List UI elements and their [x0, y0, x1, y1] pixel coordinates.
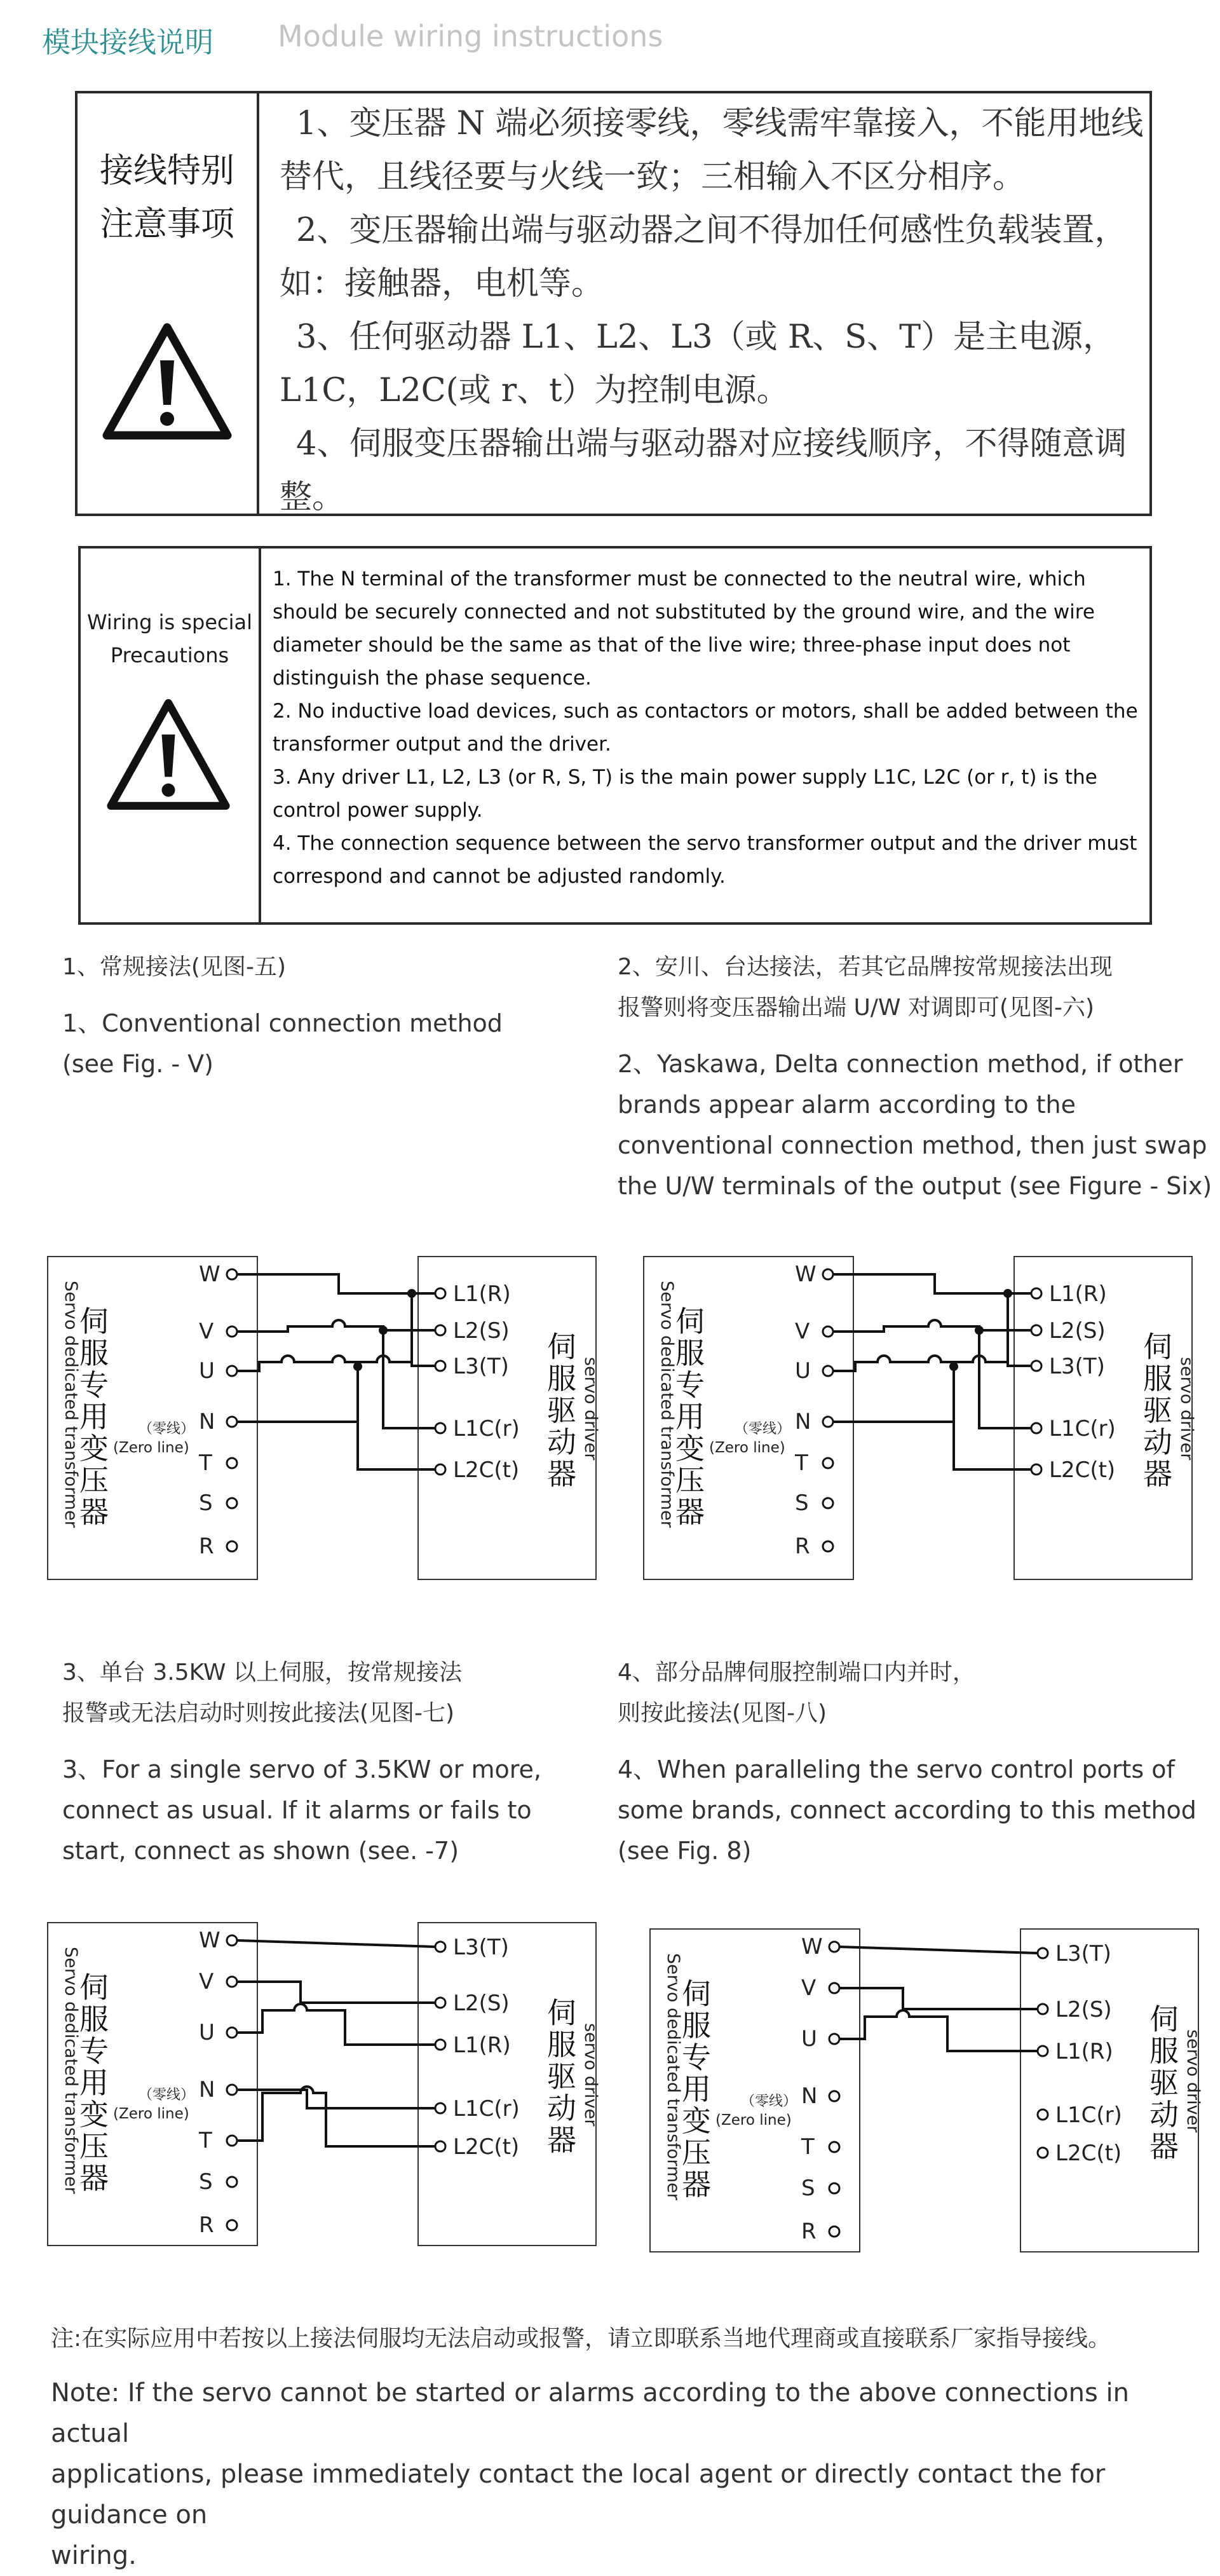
- driver-label-cn: 伺: [547, 1330, 576, 1364]
- terminal-dot: [435, 1998, 445, 2008]
- driver-label-cn: 器: [1149, 2129, 1179, 2164]
- driver-label-cn: 伺: [547, 1996, 576, 2030]
- driver-terminal: L1(R): [453, 1281, 511, 1307]
- transformer-label-cn: 专: [79, 1368, 109, 1402]
- terminal-dot: [227, 1977, 237, 1987]
- wiring-diagram-1: [46, 1255, 606, 1589]
- transformer-label-cn: 专: [675, 1368, 705, 1402]
- wiring-svg: [642, 1255, 1202, 1586]
- wire: [237, 1356, 435, 1371]
- transformer-terminal-r: R: [795, 1534, 810, 1559]
- transformer-label-cn: 器: [675, 1495, 705, 1529]
- transformer-label-en: Servo dedicated transformer: [663, 1953, 683, 2200]
- section-title-cn: 模块接线说明: [42, 25, 214, 59]
- precaution-item: 2、变压器输出端与驱动器之间不得加任何感性负载装置，如：接触器，电机等。: [280, 212, 1127, 303]
- method-1-caption: 1、常规接法(见图-五) 1、Conventional connection method (see Fig. - V): [62, 954, 503, 1078]
- transformer-terminal-u: U: [795, 1358, 811, 1384]
- wire: [979, 1330, 1031, 1428]
- wire: [833, 1356, 1031, 1371]
- transformer-label-cn: 器: [79, 2161, 109, 2195]
- transformer-terminal-v: V: [795, 1319, 810, 1344]
- transformer-terminal-w: W: [795, 1262, 817, 1287]
- wiring-svg: [46, 1255, 606, 1586]
- transformer-label-cn: 器: [682, 2167, 711, 2202]
- driver-terminal: L1C(r): [1055, 2102, 1122, 2128]
- wire: [237, 1274, 435, 1293]
- wire: [839, 2010, 1038, 2051]
- section-title-en: Module wiring instructions: [278, 19, 663, 53]
- junction-dot: [407, 1289, 416, 1298]
- transformer-label-cn: 伺: [79, 1970, 109, 2005]
- note-cn: 注:在实际应用中若按以上接法伺服均无法启动或报警，请立即联系当地代理商或直接联系厂家指导接线。: [51, 2326, 1111, 2352]
- terminal-dot: [823, 1326, 833, 1337]
- precautions-table-cn: [75, 91, 1152, 516]
- transformer-terminal-u: U: [199, 2020, 215, 2045]
- terminal-dot: [1038, 2004, 1048, 2014]
- terminal-dot: [829, 2183, 839, 2193]
- terminal-dot: [435, 1423, 445, 1433]
- transformer-terminal-n: N: [199, 1409, 215, 1435]
- transformer-label-cn: 专: [682, 2040, 711, 2075]
- driver-label-cn: 器: [547, 2123, 576, 2157]
- transformer-terminal-u: U: [199, 1358, 215, 1384]
- terminal-dot: [1031, 1288, 1041, 1298]
- zero-line-label-cn: （零线）: [741, 2094, 797, 2109]
- transformer-terminal-r: R: [199, 2212, 214, 2238]
- transformer-terminal-v: V: [199, 1319, 214, 1344]
- terminal-dot: [1038, 2046, 1048, 2056]
- driver-label-cn: 动: [1149, 2097, 1179, 2132]
- driver-label-cn: 服: [1143, 1361, 1172, 1396]
- transformer-terminal-w: W: [199, 1928, 220, 1953]
- wiring-diagram-3: [46, 1921, 606, 2255]
- precaution-item: 3、任何驱动器 L1、L2、L3（或 R、S、T）是主电源，L1C，L2C(或 r、t）为控制电源。: [280, 318, 1116, 409]
- transformer-terminal-r: R: [801, 2219, 817, 2244]
- transformer-terminal-s: S: [199, 1490, 213, 1516]
- precautions-list-cn: [280, 97, 1144, 524]
- driver-terminal: L1C(r): [453, 1416, 520, 1441]
- terminal-dot: [829, 2091, 839, 2101]
- precaution-item: 1、变压器 N 端必须接零线，零线需牢靠接入，不能用地线替代，且线径要与火线一致；三相输入不区分相序。: [280, 105, 1144, 196]
- precautions-heading-en: Wiring is special Precautions: [86, 610, 253, 667]
- transformer-terminal-u: U: [801, 2026, 817, 2052]
- terminal-dot: [823, 1498, 833, 1508]
- transformer-terminal-s: S: [795, 1490, 809, 1516]
- terminal-dot: [227, 2027, 237, 2038]
- driver-label-cn: 服: [547, 2027, 576, 2062]
- terminal-dot: [823, 1458, 833, 1468]
- terminal-dot: [1031, 1423, 1041, 1433]
- terminal-dot: [227, 1498, 237, 1508]
- driver-label-cn: 动: [547, 2091, 576, 2125]
- driver-label-cn: 动: [1143, 1425, 1172, 1459]
- transformer-terminal-v: V: [199, 1969, 214, 1994]
- terminal-dot: [829, 1942, 839, 1952]
- driver-label-cn: 器: [1143, 1457, 1172, 1491]
- transformer-label-cn: 压: [79, 1463, 109, 1497]
- transformer-terminal-w: W: [801, 1934, 823, 1959]
- transformer-terminal-n: N: [801, 2083, 818, 2109]
- terminal-dot: [227, 2177, 237, 2187]
- transformer-label-cn: 伺: [675, 1304, 705, 1339]
- terminal-dot: [227, 2220, 237, 2230]
- terminal-dot: [829, 2226, 839, 2237]
- terminal-dot: [435, 1325, 445, 1335]
- transformer-label-en: Servo dedicated transformer: [61, 1281, 81, 1528]
- transformer-label-en: Servo dedicated transformer: [657, 1281, 677, 1528]
- terminal-dot: [227, 1541, 237, 1551]
- transformer-terminal-t: T: [801, 2134, 815, 2160]
- driver-label-cn: 驱: [1143, 1393, 1172, 1428]
- terminal-dot: [435, 1288, 445, 1298]
- driver-terminal: L1C(r): [1049, 1416, 1116, 1441]
- terminal-dot: [435, 1942, 445, 1952]
- warning-icon: [106, 697, 231, 812]
- terminal-dot: [227, 2085, 237, 2095]
- wire: [237, 1320, 435, 1332]
- driver-terminal: L2C(t): [1055, 2141, 1122, 2166]
- wire: [833, 1274, 1031, 1293]
- driver-label-cn: 驱: [547, 1393, 576, 1428]
- zero-line-label-en: (Zero line): [113, 1440, 189, 1456]
- transformer-label-cn: 服: [682, 2008, 711, 2043]
- terminal-dot: [227, 1458, 237, 1468]
- transformer-label-cn: 用: [79, 2066, 109, 2100]
- driver-terminal: L2C(t): [453, 1457, 520, 1483]
- terminal-dot: [1031, 1361, 1041, 1371]
- terminal-dot: [435, 2103, 445, 2113]
- driver-terminal: L2C(t): [1049, 1457, 1116, 1483]
- wire: [237, 1940, 435, 1947]
- wiring-diagram-4: [649, 1928, 1208, 2261]
- transformer-label-cn: 服: [79, 2002, 109, 2036]
- zero-line-label-en: (Zero line): [715, 2112, 792, 2129]
- wiring-svg: [46, 1921, 606, 2252]
- terminal-dot: [1038, 2109, 1048, 2120]
- driver-label-cn: 驱: [547, 2059, 576, 2094]
- driver-label-cn: 伺: [1143, 1330, 1172, 1364]
- driver-terminal: L1(R): [1049, 1281, 1107, 1307]
- transformer-label-cn: 变: [675, 1431, 705, 1466]
- transformer-terminal-t: T: [199, 2128, 212, 2153]
- terminal-dot: [829, 2142, 839, 2152]
- terminal-dot: [227, 1935, 237, 1946]
- precautions-heading-cn: 接线特别 注意事项: [100, 151, 234, 243]
- transformer-terminal-s: S: [801, 2176, 815, 2201]
- transformer-label-cn: 专: [79, 2034, 109, 2068]
- terminal-dot: [435, 1464, 445, 1475]
- terminal-dot: [1038, 1948, 1048, 1958]
- driver-terminal: L2C(t): [453, 2134, 520, 2160]
- transformer-terminal-n: N: [795, 1409, 811, 1435]
- zero-line-label-cn: （零线）: [735, 1421, 791, 1437]
- driver-terminal: L3(T): [1055, 1941, 1111, 1966]
- terminal-dot: [435, 2040, 445, 2050]
- transformer-label-en: Servo dedicated transformer: [61, 1947, 81, 2194]
- precaution-item: 4、伺服变压器输出端与驱动器对应接线顺序，不得随意调整。: [280, 425, 1127, 516]
- driver-terminal: L3(T): [453, 1935, 509, 1960]
- driver-label-cn: 伺: [1149, 2002, 1179, 2036]
- transformer-label-cn: 压: [682, 2136, 711, 2170]
- driver-terminal: L2(S): [453, 1991, 510, 2016]
- terminal-dot: [1038, 2148, 1048, 2158]
- driver-label-cn: 动: [547, 1425, 576, 1459]
- terminal-dot: [227, 1366, 237, 1376]
- transformer-label-cn: 伺: [682, 1977, 711, 2011]
- driver-label-en: servo driver: [1177, 1357, 1196, 1461]
- driver-terminal: L3(T): [453, 1354, 509, 1379]
- transformer-label-cn: 压: [79, 2129, 109, 2164]
- wire: [237, 2087, 435, 2146]
- wire: [237, 2004, 435, 2045]
- junction-dot: [975, 1326, 984, 1335]
- precautions-list-en: [273, 562, 1144, 893]
- precaution-item: 2. No inductive load devices, such as contactors or motors, shall be added between the transformer output and the driver.: [273, 700, 1138, 756]
- junction-dot: [1003, 1289, 1012, 1298]
- zero-line-label-en: (Zero line): [709, 1440, 785, 1456]
- transformer-label-cn: 用: [682, 2072, 711, 2106]
- junction-dot: [353, 1362, 362, 1371]
- wire: [839, 1947, 1038, 1953]
- terminal-dot: [823, 1269, 833, 1279]
- wiring-svg: [649, 1928, 1208, 2258]
- driver-label-cn: 驱: [1149, 2066, 1179, 2100]
- transformer-label-cn: 服: [675, 1336, 705, 1370]
- precaution-item: 3. Any driver L1, L2, L3 (or R, S, T) is the main power supply L1C, L2C (or r, t) is the control power supply.: [273, 766, 1097, 822]
- transformer-terminal-w: W: [199, 1262, 220, 1287]
- terminal-dot: [829, 1983, 839, 1993]
- driver-terminal: L2(S): [453, 1318, 510, 1344]
- transformer-terminal-t: T: [795, 1450, 808, 1476]
- wire: [833, 1366, 1031, 1469]
- transformer-terminal-v: V: [801, 1975, 817, 2001]
- terminal-dot: [227, 1326, 237, 1337]
- wire: [383, 1330, 435, 1428]
- transformer-terminal-t: T: [199, 1450, 212, 1476]
- method-2-caption: 2、安川、台达接法，若其它品牌按常规接法出现 报警则将变压器输出端 U/W 对调即可(见图-六) 2、Yaskawa, Delta connection method, if other brands appear alarm according to the conventional connection method, then just swap the U/W terminals of the output (see Figure - Six): [618, 954, 1212, 1200]
- terminal-dot: [1031, 1464, 1041, 1475]
- terminal-dot: [435, 2141, 445, 2151]
- driver-terminal: L1(R): [1055, 2039, 1113, 2064]
- terminal-dot: [1031, 1325, 1041, 1335]
- driver-label-cn: 器: [547, 1457, 576, 1491]
- terminal-dot: [829, 2034, 839, 2044]
- wire: [833, 1320, 1031, 1332]
- transformer-label-cn: 服: [79, 1336, 109, 1370]
- junction-dot: [379, 1326, 388, 1335]
- driver-terminal: L2(S): [1055, 1997, 1112, 2022]
- junction-dot: [949, 1362, 958, 1371]
- wire: [237, 1982, 435, 2003]
- terminal-dot: [227, 1417, 237, 1427]
- transformer-terminal-s: S: [199, 2169, 213, 2195]
- transformer-terminal-n: N: [199, 2077, 215, 2102]
- precaution-item: 1. The N terminal of the transformer must be connected to the neutral wire, which should be securely connected and not substituted by the ground wire, and the wire diameter should be the same as that of the live wire; three-phase input does not distinguish the phase sequence.: [273, 568, 1095, 690]
- driver-terminal: L1(R): [453, 2033, 511, 2058]
- zero-line-label-en: (Zero line): [113, 2106, 189, 2122]
- transformer-label-cn: 变: [79, 2097, 109, 2132]
- transformer-label-cn: 器: [79, 1495, 109, 1529]
- terminal-dot: [435, 1361, 445, 1371]
- transformer-label-cn: 用: [79, 1400, 109, 1434]
- method-4-caption: 4、部分品牌伺服控制端口内并时， 则按此接法(见图-八) 4、When paralleling the servo control ports of some brands, connect according to this method (see Fig. 8): [618, 1659, 1196, 1865]
- driver-terminal: L1C(r): [453, 2096, 520, 2122]
- transformer-label-cn: 伺: [79, 1304, 109, 1339]
- transformer-label-cn: 压: [675, 1463, 705, 1497]
- driver-label-en: servo driver: [1183, 2029, 1203, 2133]
- transformer-label-cn: 变: [79, 1431, 109, 1466]
- driver-label-en: servo driver: [581, 1357, 600, 1461]
- note-en: Note: If the servo cannot be started or alarms according to the above connections in actual applications, please immediately contact the local agent or directly contact the for guidance on wiring.: [51, 2378, 1129, 2570]
- transformer-terminal-r: R: [199, 1534, 214, 1559]
- driver-label-cn: 服: [547, 1361, 576, 1396]
- terminal-dot: [823, 1541, 833, 1551]
- warning-icon: [102, 322, 233, 440]
- driver-label-en: servo driver: [581, 2023, 600, 2127]
- wire: [839, 1988, 1038, 2009]
- method-3-caption: 3、单台 3.5KW 以上伺服，按常规接法 报警或无法启动时则按此接法(见图-七) 3、For a single servo of 3.5KW or more, connect as usual. If it alarms or fails to start, connect as shown (see. -7): [62, 1659, 542, 1865]
- precautions-table-en: [78, 546, 1152, 925]
- driver-label-cn: 服: [1149, 2034, 1179, 2068]
- terminal-dot: [823, 1366, 833, 1376]
- zero-line-label-cn: （零线）: [139, 2087, 195, 2103]
- wiring-diagram-2: [642, 1255, 1202, 1589]
- zero-line-label-cn: （零线）: [139, 1421, 195, 1437]
- terminal-dot: [227, 1269, 237, 1279]
- terminal-dot: [823, 1417, 833, 1427]
- precaution-item: 4. The connection sequence between the servo transformer output and the driver must correspond and cannot be adjusted randomly.: [273, 832, 1137, 888]
- terminal-dot: [227, 2136, 237, 2146]
- transformer-label-cn: 用: [675, 1400, 705, 1434]
- wire: [237, 1366, 435, 1469]
- driver-terminal: L2(S): [1049, 1318, 1106, 1344]
- driver-terminal: L3(T): [1049, 1354, 1105, 1379]
- transformer-label-cn: 变: [682, 2104, 711, 2138]
